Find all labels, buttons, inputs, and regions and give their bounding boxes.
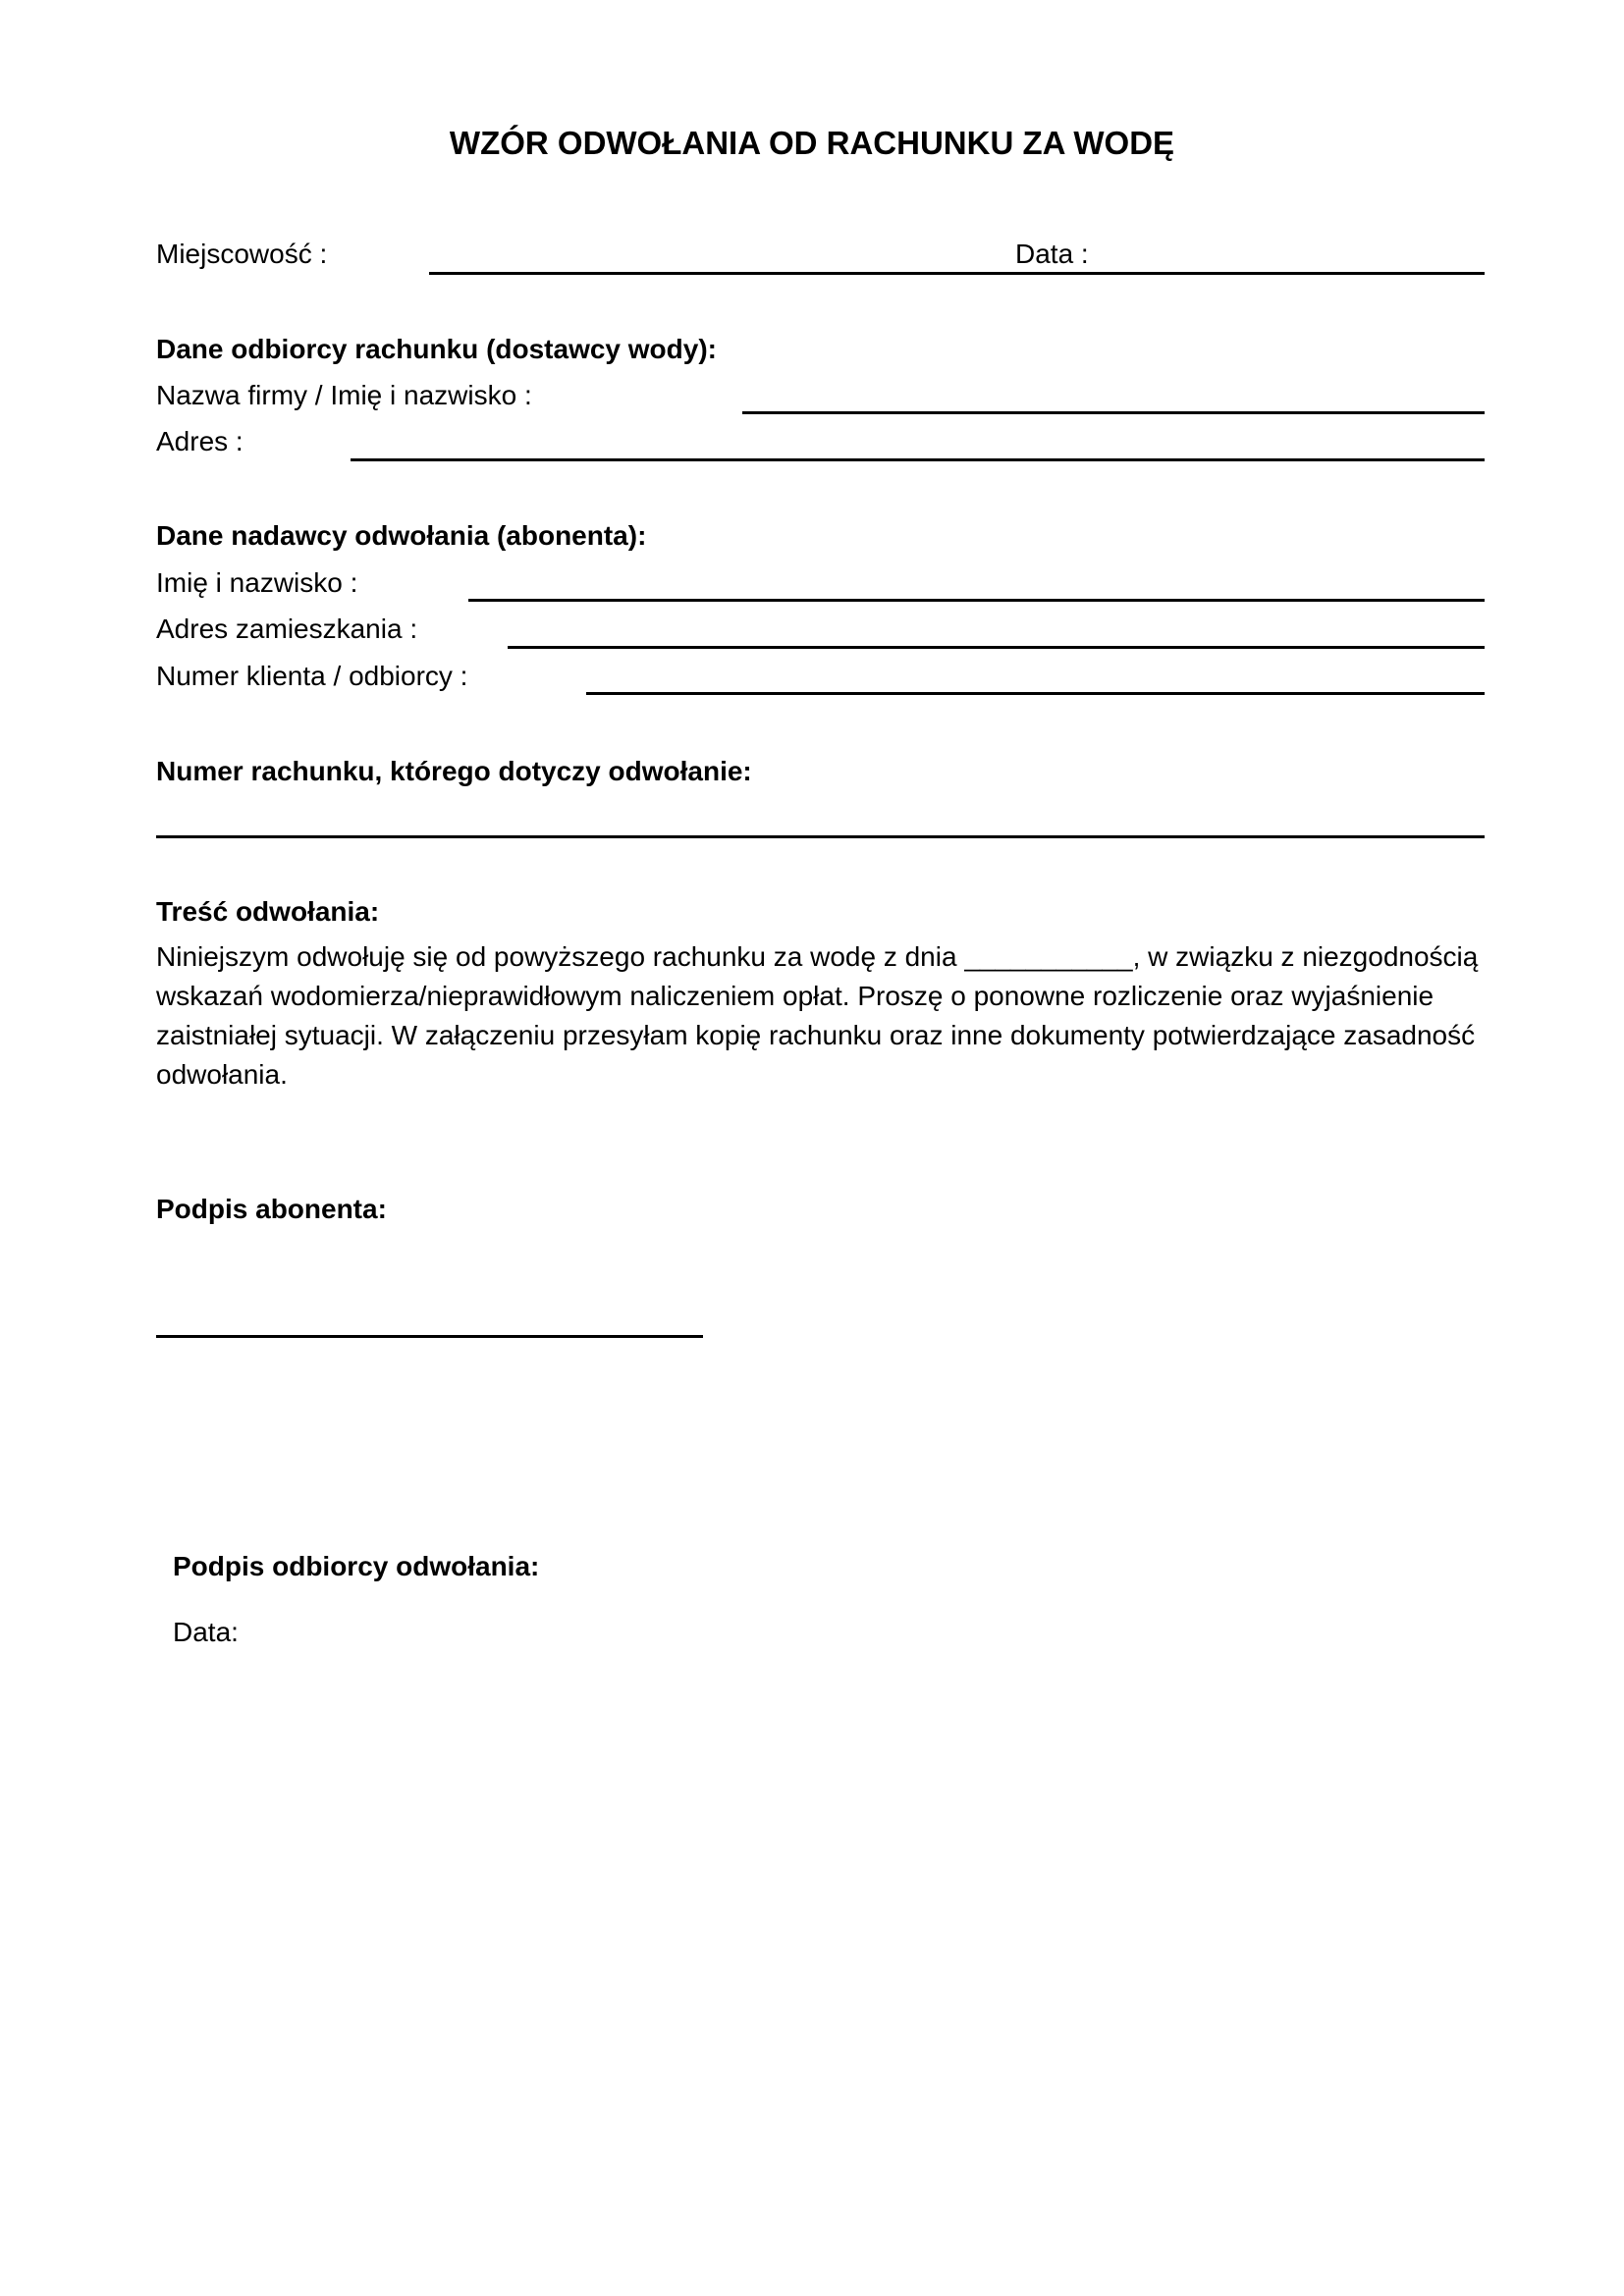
date-label: Data : bbox=[1015, 239, 1089, 269]
client-number-field-line[interactable] bbox=[586, 692, 1485, 695]
recipient-heading: Dane odbiorcy rachunku (dostawcy wody): bbox=[156, 334, 717, 364]
client-number-label: Numer klienta / odbiorcy : bbox=[156, 661, 468, 691]
recipient-address-field-line[interactable] bbox=[351, 458, 1485, 461]
receiver-date-label: Data: bbox=[173, 1617, 239, 1647]
subscriber-signature-heading: Podpis abonenta: bbox=[156, 1194, 387, 1224]
invoice-number-heading: Numer rachunku, którego dotyczy odwołanie: bbox=[156, 756, 752, 786]
receiver-signature-heading: Podpis odbiorcy odwołania: bbox=[173, 1551, 540, 1581]
sender-address-label: Adres zamieszkania : bbox=[156, 614, 418, 644]
sender-address-field-line[interactable] bbox=[508, 646, 1485, 649]
sender-name-label: Imię i nazwisko : bbox=[156, 567, 358, 598]
invoice-number-field-line[interactable] bbox=[156, 835, 1485, 838]
content-body: Niniejszym odwołuję się od powyższego rachunku za wodę z dnia ___________, w związku z niezgodnością wskazań wodomierza/nieprawidłowym naliczeniem opłat. Proszę o ponowne rozliczenie oraz wyjaśnienie zaistniałej sytuacji. W załączeniu przesyłam kopię rachunku oraz inne dokumenty potwierdzające zasadność odwołania. bbox=[156, 941, 1479, 1090]
recipient-address-label: Adres : bbox=[156, 426, 244, 456]
recipient-name-label: Nazwa firmy / Imię i nazwisko : bbox=[156, 380, 532, 410]
sender-name-field-line[interactable] bbox=[468, 599, 1485, 602]
content-heading: Treść odwołania: bbox=[156, 896, 380, 927]
subscriber-signature-line[interactable] bbox=[156, 1335, 703, 1338]
sender-heading: Dane nadawcy odwołania (abonenta): bbox=[156, 520, 647, 551]
document-title: WZÓR ODWOŁANIA OD RACHUNKU ZA WODĘ bbox=[449, 125, 1175, 161]
place-date-field-line[interactable] bbox=[429, 272, 1485, 275]
place-label: Miejscowość : bbox=[156, 239, 328, 269]
recipient-name-field-line[interactable] bbox=[742, 411, 1485, 414]
